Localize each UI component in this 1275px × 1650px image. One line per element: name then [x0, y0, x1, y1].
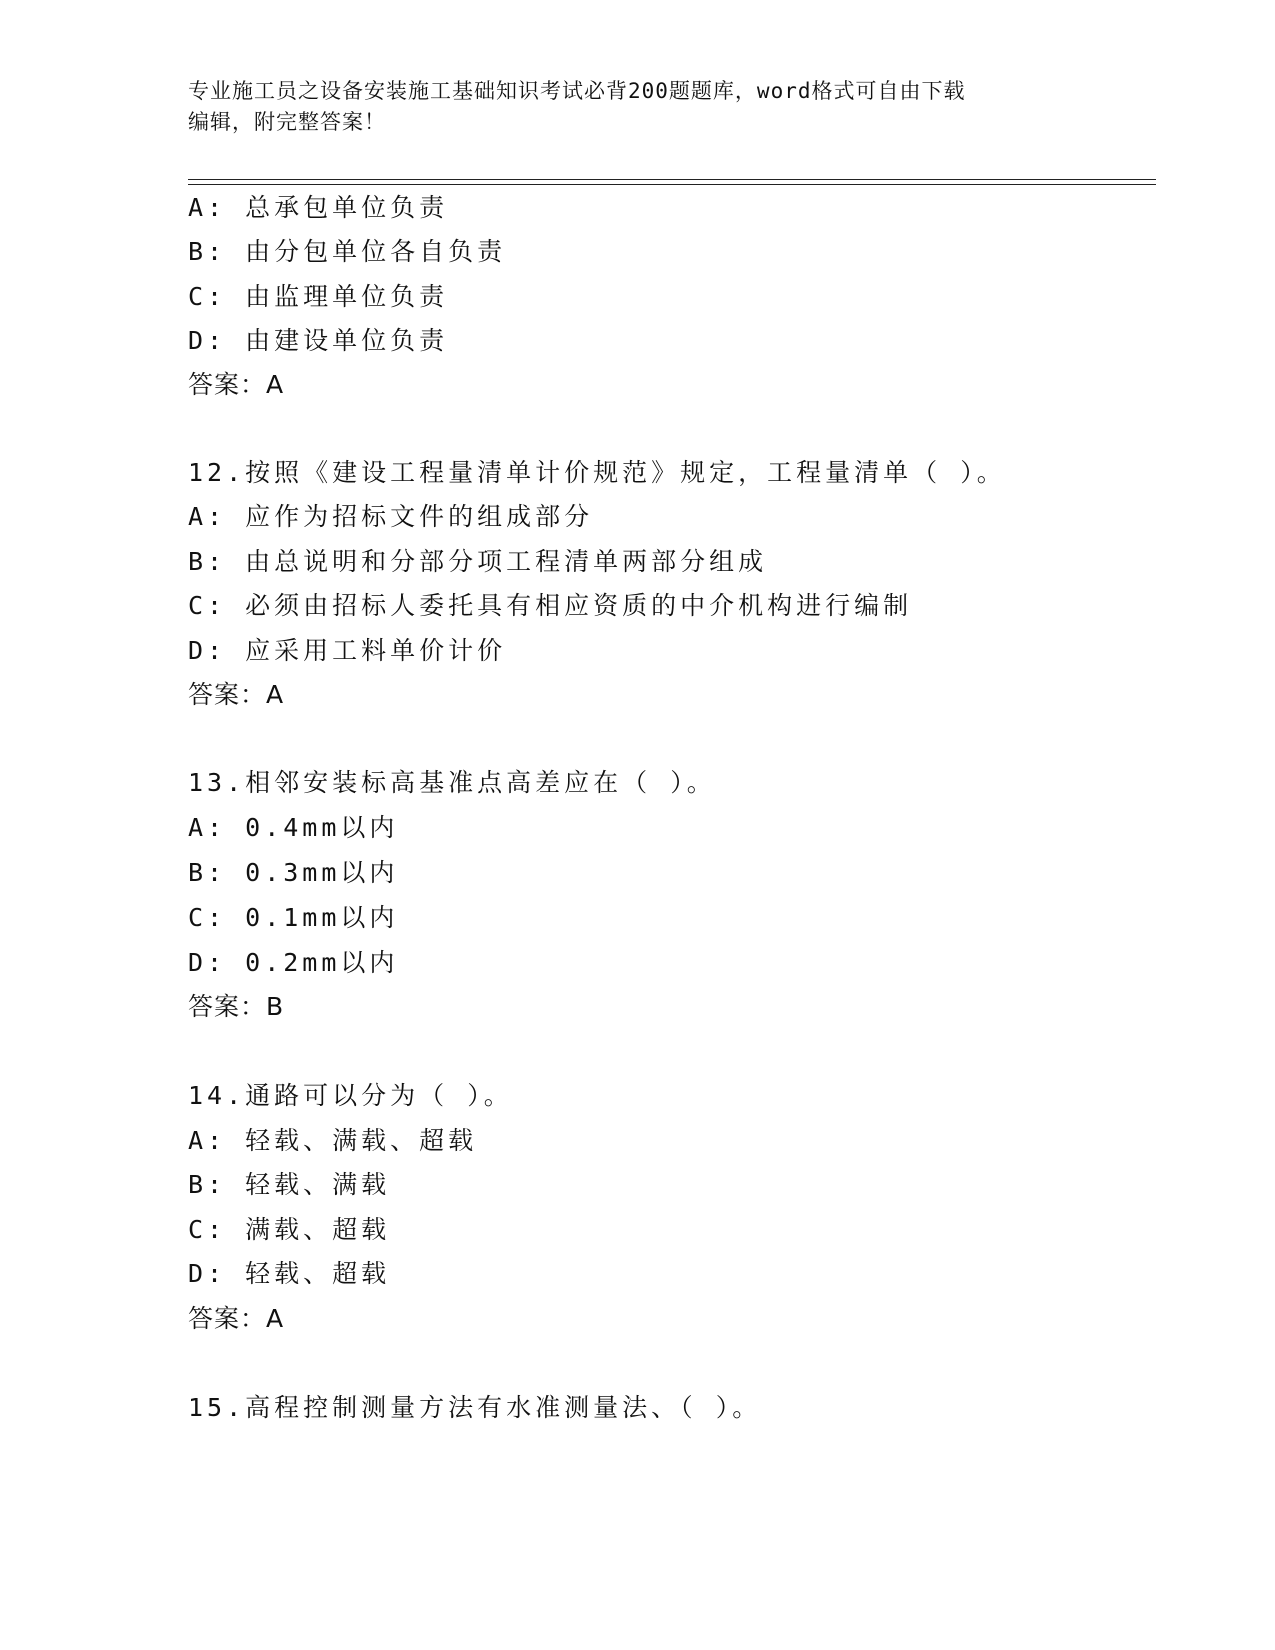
- q13-option-a: A: 0.4mm以内: [188, 813, 399, 842]
- q11-answer: 答案：A: [188, 370, 285, 399]
- q14-option-a: A: 轻载、满载、超载: [188, 1126, 478, 1155]
- q13-question: 13.相邻安装标高基准点高差应在（ ）。: [188, 768, 716, 797]
- q14-option-b: B: 轻载、满载: [188, 1170, 391, 1199]
- q12-option-d: D: 应采用工料单价计价: [188, 636, 507, 665]
- q14-option-d: D: 轻载、超载: [188, 1259, 391, 1288]
- q13-option-c: C: 0.1mm以内: [188, 903, 399, 932]
- q11-option-d: D: 由建设单位负责: [188, 326, 449, 355]
- q11-option-c: C: 由监理单位负责: [188, 282, 449, 311]
- document-header: [188, 76, 1088, 138]
- header-title-line-2: 编辑，附完整答案！: [188, 110, 386, 134]
- header-divider-top: [188, 179, 1156, 180]
- q14-question: 14.通路可以分为（ ）。: [188, 1081, 513, 1110]
- q13-answer: 答案：B: [188, 992, 285, 1021]
- q13-option-b: B: 0.3mm以内: [188, 858, 399, 887]
- q13-option-d: D: 0.2mm以内: [188, 948, 399, 977]
- q12-option-a: A: 应作为招标文件的组成部分: [188, 502, 594, 531]
- q12-answer: 答案：A: [188, 680, 285, 709]
- q14-answer: 答案：A: [188, 1304, 285, 1333]
- q12-option-b: B: 由总说明和分部分项工程清单两部分组成: [188, 547, 768, 576]
- header-title-line-1: 专业施工员之设备安装施工基础知识考试必背200题题库，word格式可自由下载: [188, 79, 966, 103]
- q15-question: 15.高程控制测量方法有水准测量法、（ ）。: [188, 1393, 762, 1422]
- q11-option-a: A: 总承包单位负责: [188, 193, 449, 222]
- q12-option-c: C: 必须由招标人委托具有相应资质的中介机构进行编制: [188, 591, 913, 620]
- q12-question: 12.按照《建设工程量清单计价规范》规定，工程量清单（ ）。: [188, 458, 1006, 487]
- q11-option-b: B: 由分包单位各自负责: [188, 237, 507, 266]
- header-divider-bottom: [188, 184, 1156, 185]
- q14-option-c: C: 满载、超载: [188, 1215, 391, 1244]
